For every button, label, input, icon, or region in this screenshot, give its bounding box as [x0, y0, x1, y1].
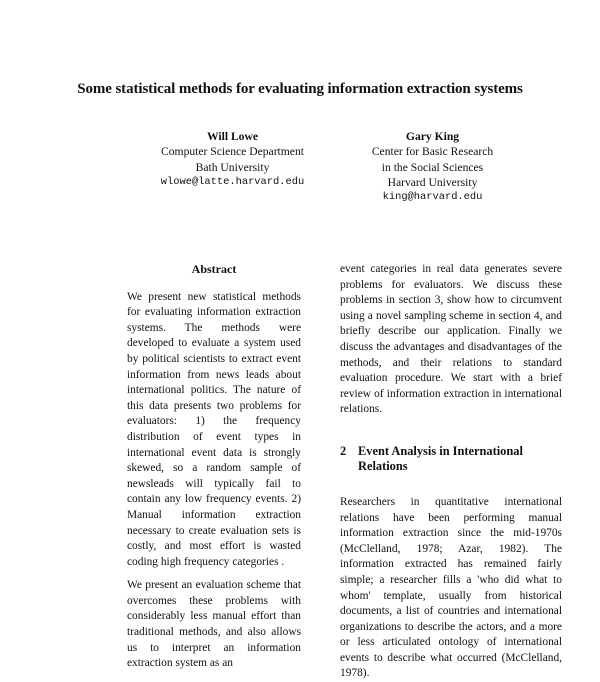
left-column [127, 262, 301, 672]
author-email: wlowe@latte.harvard.edu [160, 175, 305, 188]
author-affiliation-line: Bath University [195, 160, 270, 174]
author-affiliation-line: Harvard University [387, 175, 478, 189]
author-affiliation-line: Computer Science Department [161, 145, 304, 159]
abstract-paragraph: We present an evaluation scheme that overcomes these problems with considerably less manual effort than traditional methods, and also allows us to interpret an information extraction system as an [127, 579, 301, 670]
intro-continuation-paragraph: event categories in real data generates severe problems for evaluators. We discuss these problems in section 3, show how to circumvent using a novel sampling scheme in section 4, and briefly describe our application. Finally we discuss the advantages and disadvantages of the methods, and their relations to standard evaluation procedure. We start with a brief review of information extraction in international relations. [340, 263, 562, 416]
author-affiliation-line: Center for Basic Research [371, 145, 494, 159]
author-name: Gary King [405, 130, 460, 143]
paper-title: Some statistical methods for evaluating information extraction systems [77, 81, 523, 97]
section-number: 2 [340, 443, 347, 458]
section-title: Event Analysis in International Relations [358, 443, 523, 474]
author-name: Will Lowe [207, 130, 258, 143]
section-heading [340, 444, 562, 475]
author-email: king@harvard.edu [382, 191, 483, 204]
abstract-heading: Abstract [191, 262, 237, 276]
abstract-paragraph: We present new statistical methods for evaluating information extraction systems. The methods were developed to evaluate a system used by political scientists to extract event information from news leads about international politics. The nature of this data presents two problems for evaluators: 1) the frequency distribution of event types in international event data is strongly skewed, so a random sample of newsleads will typically fail to contain any low frequency events. 2) Manual information extraction necessary to create evaluation sets is costly, and most effort is wasted coding high frequency categories . [127, 290, 301, 568]
author-block-lowe [130, 129, 335, 190]
section-paragraph: Researchers in quantitative international relations have been performing manual information extraction since the mid-1970s (McClelland, 1978; Azar, 1982). The information extracted has remained fairly simple; a researcher fills a 'who did what to whom' template, usually from historical documents, a list of countries and international organizations to describe the actors, and a more or less articulated ontology of international events to describe what occurred (McClelland, 1978). [340, 495, 562, 680]
author-affiliation-line: in the Social Sciences [381, 160, 484, 174]
author-block-king [330, 129, 535, 205]
right-column [340, 262, 562, 682]
